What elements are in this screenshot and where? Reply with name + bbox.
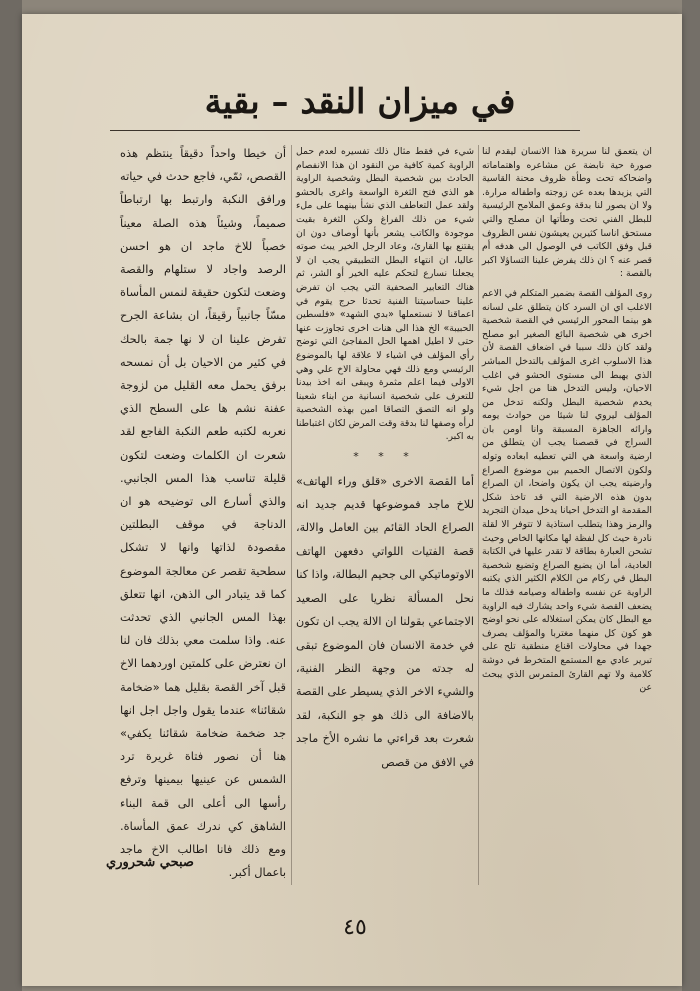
paragraph: روى المؤلف القصة بضمير المتكلم في الاعم الاغلب اي ان السرد كان يتطلق على لسانه هو بينما المحور الرئيسي في القصة شخصية اخرى هي شخصية البائع الصغير ابو مصلح ولقد كان ذلك سببا في اضعاف القصة لأن هذا الاسلوب اغرى المؤلف بالتدخل المباشر الذي يهبط الى مستوى الحشو في اغلب الاحيان، وليس التدخل هنا من اجل شيء يخدم شخصية البطل ولكنه تدخل من المؤلف ليروي لنا شيئا من حوادث يومه وارائه الجاهزة المسبقة وانا اومن بان السراج في قصصنا يجب ان يتطلق من ارضية واسعة هي التي تعطيه ابعاده وتوله ولكون الاتصال الحميم بين موضوع الصراع وارضيته يجب ان يكون واضحا، ان الصراع بدون هذه الارضية التي قد تاخذ شكل المقدمة او التدخل احيانا يدخل ميدان التجريد والرمز وهذا يتطلب استاذية لا تتوفر الا لقلة نادرة حيث كل لفظة لها مكانها الخاص وحيث تشحن العبارة بطاقة لا تقدر عليها في الكتابة العادية، أما ان يضيع الصراع وتضيع شخصية البطل في ركام من الكلام الكثير الذي يكتبه الراوية عن نفسه واطفاله وصيامه فذلك ما يضعف القصة شيء واحد يشارك فيه الراوية مع البطل كان يمكن استغلاله على نحو اوضح هو كون كل منهما مغتربا والمؤلف يصرف جهدا في محاولات اقناع منطقية تلح على تبرير عادي مع المستمع المتخرط في دوشة كلامية ولا تهم القارئ المتمرس الذي يبحث عن <box>482 287 652 694</box>
page-number: ٤٥ <box>343 915 367 940</box>
paragraph: أما القصة الاخرى «قلق وراء الهاتف» للاخ ماجد فموضوعها قديم جديد انه الصراع الحاد القائم بين العامل والالة، قصة الفتيات اللواتي دفعهن الهاتف الاوتوماتيكي الى جحيم البطالة، واذا كنا نحل المسألة نظريا على الصعيد الاجتماعي بقولنا ان الالة يجب ان تكون في خدمة الانسان فان الموضوع تبقى له جدته من وجهة النظر الفنية، والشيء الاخر الذي يسيطر على القصة بالاضافة الى ذلك هو جو النكبة، لقد شعرت بعد قراءتي ما نشره الأخ ماجد في الافق من قصص <box>296 474 474 769</box>
column-left <box>120 142 286 891</box>
column-middle <box>296 145 474 780</box>
scan-edge-left <box>0 0 22 991</box>
paragraph: أن خيطا واحداً دقيقاً ينتظم هذه القصص، ثمّي، فاجع حدث في حياته ورافق النكبة وارتبط بها ارتباطاً صميماً، وشيئاً هذه الصلة معيناً خصباً للاخ ماجد ان هو احسن الرصد واجاد لا ستلهام والقصة وضعت لتكون حقيقة لنمس المأساة مسّاً جانبياً رقيقاً، ان بشاعة الجرح تفرض علينا ان لا نها جمة بالحك في كثير من الاحيان بل أن نمسحه برفق يحمل معه القليل من لزوجة عفنة نشم ها على السطح الذي نعربه لكتبه طعم النكبة الفاجع لقد شعرت ان الكلمات وضعت لتكون قليلة تناسب هذا المس الجانبي. والذي أسارع الى توضيحه هو ان الدناجة في موقف البطلتين مقصودة لذاتها وانها لا تشكل سطحية تقصر عن معالجة الموضوع كما قد يتبادر الى الذهن، انها تتعلق بهذا المس الجانبي الذي تحدثت عنه. واذا سلمت معي بذلك فان لنا ان نعترض على كلمتين اوردهما الاخ قبل آخر القصة بقليل هما «ضخامة شقائنا» عندما يقول واجل اجل انها جد ضخمة ضخامة شقائنا يكفي» هنا أن نصور فتاة غريرة ترد الشمس عن عينيها بيمينها وترفع رأسها الى أعلى الى قمة البناء الشاهق كي ندرك عمق المأساة. ومع ذلك فانا اطالب الاخ ماجد باعمال أكبر. <box>120 146 286 880</box>
paragraph: شيء في فقط مثال ذلك تفسيره لعدم حمل الراوية كمية كافية من النقود ان هذا الانفصام الحادث بين شخصية البطل وشخصية الراوية هو الذي فتح الثغرة الواسعة واغرى بالحشو ولقد عمل التعاطف الذي نشأ بينهما على ملء شيء من ذلك الفراغ ولكن الثغرة بقيت موجودة والكاتب يشعر بأنها أوصاف دون ان يقتنع بها القارئ، وعاد الرجل الخير يبث صوته عاليا، ان انتهاء البطل التطبيقي يجب ان لا يجعلنا نسارع لتحكم عليه الخير أو الشر، ثم هناك التعابير الصحفية التي يجب ان تفرض علينا حساسيتنا الفنية تحدثا حرج يقوم في اعماقنا لا نستعملها «بدي الشهد» «فلسطين الحبيبة» الخ هذا الى هنات اخرى تجاوزت عنها حتى لا اطيل اهمها الحل المفاجئ التي توضح رأي المؤلف في اشياء لا علاقة لها بالموضوع الرئيسي ومع ذلك فهي محاولة الاخ علي وهي الاولى فيما اعلم مثمرة ويبقى انه اخذ بيدنا للتعرف على شخصية انسانية من ابناء شعبنا ولو انه التصق التصاقا امين بهذه الشخصية لرأه وصفها لنا بدقة وقت المرض لكان اغتباطنا به اكبر. <box>296 146 474 443</box>
title-underline <box>110 130 580 131</box>
column-divider <box>291 145 292 885</box>
author-signature: صبحي شحروري <box>106 855 194 870</box>
article-title: في ميزان النقد – بقية <box>204 82 516 122</box>
column-right <box>482 145 652 701</box>
section-separator: * * * <box>353 450 417 464</box>
column-divider <box>478 145 479 885</box>
paragraph: ان يتعمق لنا سريرة هذا الانسان ليقدم لنا صورة حية نابضة عن مشاعره واهتماماته واضحاكه تحت وطأة ظروف محنة القاسية التي يزيدها بعده عن زوجته واطفاله مرارة. ولا ان يصور لنا بدقة وعمق الملامح الرئيسية للبطل الفني تحت وطأتها ان مصلح والتي مستحق اناسا كثيرين يعيشون نفس الظروف قبل وفق الكاتب في الوصول الى هدفه أم قصر عنه ؟ ان ذلك يفرض علينا التساؤلا اكبر بالقصة : <box>482 146 652 280</box>
scan-edge-right <box>682 0 700 991</box>
